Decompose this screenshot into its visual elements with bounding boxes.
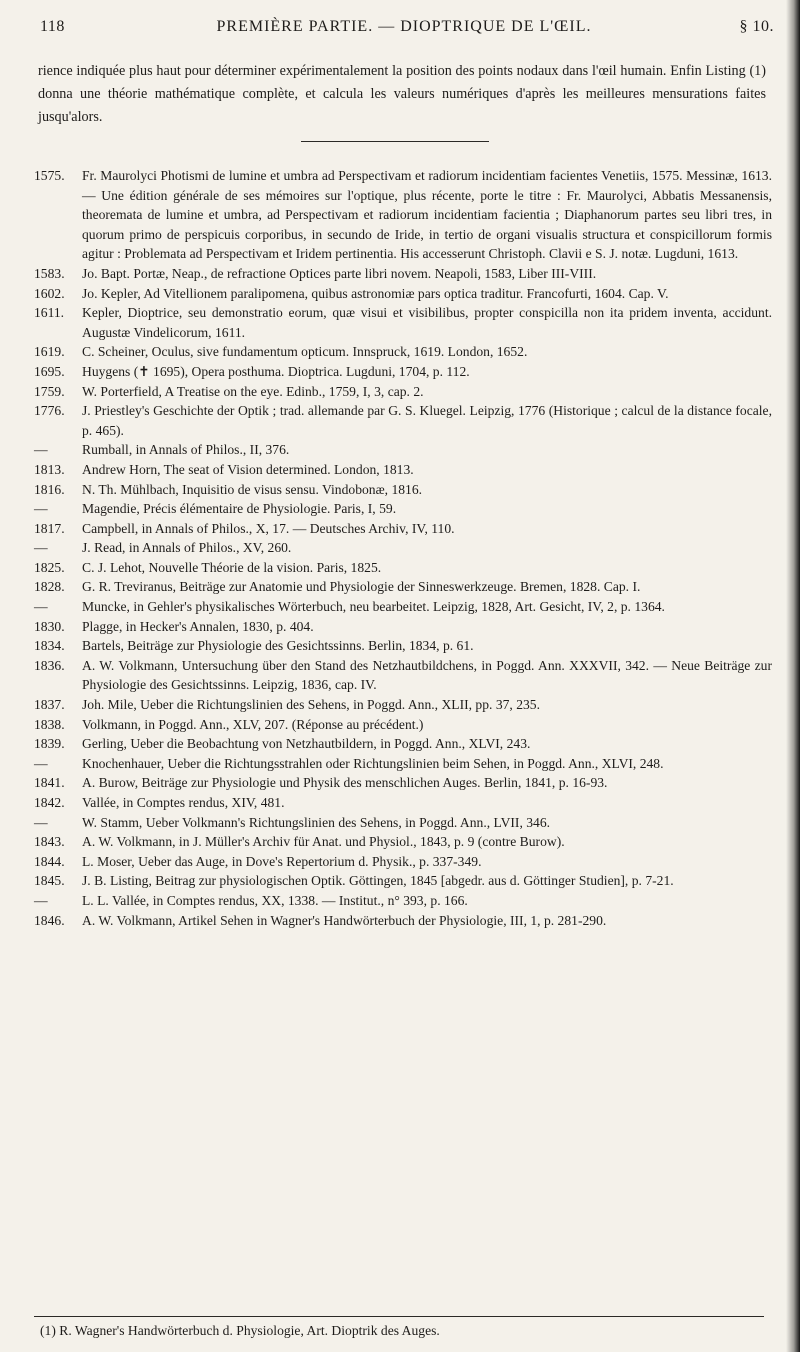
- entry-text: J. Read, in Annals of Philos., XV, 260.: [82, 540, 292, 556]
- entry-year: 1845.: [34, 873, 65, 889]
- bibliography-entry: [34, 499, 772, 519]
- entry-text: W. Porterfield, A Treatise on the eye. Edinb., 1759, I, 3, cap. 2.: [82, 383, 424, 399]
- entry-year: 1611.: [34, 305, 65, 321]
- entry-text: J. B. Listing, Beitrag zur physiologischen Optik. Göttingen, 1845 [abgedr. aus d. Göttinger Studien], p. 7-21.: [82, 873, 674, 889]
- entry-text: A. W. Volkmann, Untersuchung über den Stand des Netzhautbildchens, in Poggd. Ann. XXXVII, 342. — Neue Beiträge zur Physiologie des Gesichtssinns. Leipzig, 1836, cap. IV.: [82, 657, 772, 693]
- entry-text: Huygens (✝ 1695), Opera posthuma. Dioptrica. Lugduni, 1704, p. 112.: [82, 363, 470, 379]
- bibliography-entry: [34, 773, 772, 793]
- entry-year: 1828.: [34, 579, 65, 595]
- entry-year: 1817.: [34, 520, 65, 536]
- entry-text: C. Scheiner, Oculus, sive fundamentum opticum. Innspruck, 1619. London, 1652.: [82, 344, 528, 360]
- bibliography-entry: [34, 342, 772, 362]
- bibliography-entry: [34, 460, 772, 480]
- entry-text: W. Stamm, Ueber Volkmann's Richtungslinien des Sehens, in Poggd. Ann., LVII, 346.: [82, 814, 551, 830]
- entry-year: 1575.: [34, 168, 65, 183]
- entry-text: Knochenhauer, Ueber die Richtungsstrahlen oder Richtungslinien beim Sehen, in Poggd. Ann., XLVI, 248.: [82, 755, 664, 771]
- page-edge-shadow: [786, 0, 800, 1352]
- entry-year: 1834.: [34, 638, 65, 654]
- bibliography-entry: [34, 382, 772, 402]
- entry-year: 1843.: [34, 834, 65, 850]
- separator-rule: [301, 141, 489, 142]
- entry-year: —: [34, 892, 48, 908]
- bibliography-entry: [34, 754, 772, 774]
- bibliography-entry: [34, 695, 772, 715]
- bibliography-entry: [34, 891, 772, 911]
- entry-text: Kepler, Dioptrice, seu demonstratio eorum, quæ visui et visibilibus, propter conspicilla non ita pridem inventa, accidunt. Augustæ Vindelicorum, 1611.: [82, 305, 772, 340]
- bibliography-entry: [34, 617, 772, 637]
- bibliography-entry: [34, 852, 772, 872]
- bibliography-entry: [34, 734, 772, 754]
- entry-year: 1842.: [34, 795, 65, 810]
- entry-year: 1776.: [34, 403, 65, 419]
- entry-text: N. Th. Mühlbach, Inquisitio de visus sensu. Vindobonæ, 1816.: [82, 481, 423, 497]
- entry-text: A. W. Volkmann, in J. Müller's Archiv für Anat. und Physiol., 1843, p. 9 (contre Burow).: [82, 834, 565, 850]
- entry-year: 1839.: [34, 736, 65, 752]
- entry-text: Rumball, in Annals of Philos., II, 376.: [82, 442, 290, 458]
- entry-year: —: [34, 442, 48, 458]
- entry-year: —: [34, 599, 48, 615]
- entry-text: J. Priestley's Geschichte der Optik ; trad. allemande par G. S. Kluegel. Leipzig, 1776 (Historique ; calcul de la distance focale, p. 465).: [82, 403, 772, 438]
- entry-text: A. Burow, Beiträge zur Physiologie und Physik des menschlichen Auges. Berlin, 1841, p. 16-93.: [82, 775, 608, 791]
- footnote-rule: [34, 1316, 764, 1317]
- entry-text: G. R. Treviranus, Beiträge zur Anatomie und Physiologie der Sinneswerkzeuge. Bremen, 1828. Cap. I.: [82, 579, 641, 595]
- entry-year: 1816.: [34, 481, 65, 497]
- entry-year: 1846.: [34, 912, 65, 928]
- entry-year: 1813.: [34, 461, 65, 477]
- entry-year: —: [34, 501, 48, 517]
- bibliography-entry: [34, 264, 772, 284]
- bibliography-entry: [34, 440, 772, 460]
- bibliography-entry: [34, 911, 772, 931]
- entry-year: 1838.: [34, 716, 65, 732]
- bibliography-entry: [34, 813, 772, 833]
- bibliography-entry: [34, 871, 772, 891]
- entry-year: 1695.: [34, 363, 65, 379]
- running-title: PREMIÈRE PARTIE. — DIOPTRIQUE DE L'ŒIL.: [216, 18, 592, 35]
- entry-text: Bartels, Beiträge zur Physiologie des Gesichtssinns. Berlin, 1834, p. 61.: [82, 638, 474, 654]
- entry-year: 1841.: [34, 775, 65, 791]
- entry-text: Plagge, in Hecker's Annalen, 1830, p. 404.: [82, 618, 314, 634]
- entry-year: 1602.: [34, 285, 65, 301]
- bibliography-entry: [34, 558, 772, 578]
- bibliography-entry: [34, 636, 772, 656]
- bibliography-entry: [34, 362, 772, 382]
- intro-paragraph: [38, 60, 766, 129]
- bibliography-entry: [34, 480, 772, 500]
- page-number: 118: [40, 18, 65, 35]
- entry-text: Campbell, in Annals of Philos., X, 17. — Deutsches Archiv, IV, 110.: [82, 520, 455, 536]
- entry-year: 1759.: [34, 383, 65, 399]
- bibliography-entry: [34, 519, 772, 539]
- entry-year: 1837.: [34, 697, 65, 713]
- entry-text: Jo. Kepler, Ad Vitellionem paralipomena, quibus astronomiæ pars optica traditur. Francofurti, 1604. Cap. V.: [82, 285, 669, 301]
- intro-text: rience indiquée plus haut pour déterminer expérimentalement la position des points nodaux dans l'œil humain. Enfin Listing (1) donna une théorie mathématique complète, et calcula les valeurs numériques d'après les meilleures mensurations faites jusqu'alors.: [38, 63, 766, 125]
- entry-text: Muncke, in Gehler's physikalisches Wörterbuch, neu bearbeitet. Leipzig, 1828, Art. Gesicht, IV, 2, p. 1364.: [82, 599, 665, 615]
- bibliography-entry: [34, 793, 772, 813]
- entry-text: A. W. Volkmann, Artikel Sehen in Wagner's Handwörterbuch der Physiologie, III, 1, p. 281-290.: [82, 912, 607, 928]
- entry-text: Andrew Horn, The seat of Vision determined. London, 1813.: [82, 461, 414, 477]
- entry-year: —: [34, 814, 48, 830]
- entry-year: —: [34, 755, 48, 771]
- entry-text: Gerling, Ueber die Beobachtung von Netzhautbildern, in Poggd. Ann., XLVI, 243.: [82, 736, 531, 752]
- bibliography-entry: [34, 577, 772, 597]
- entry-year: 1844.: [34, 853, 65, 869]
- section-number: § 10.: [739, 18, 774, 35]
- bibliography-entry: [34, 284, 772, 304]
- bibliography-entry: [34, 303, 772, 342]
- entry-text: Joh. Mile, Ueber die Richtungslinien des Sehens, in Poggd. Ann., XLII, pp. 37, 235.: [82, 697, 540, 713]
- bibliography-entry: [34, 832, 772, 852]
- entry-year: 1830.: [34, 618, 65, 634]
- entry-text: L. Moser, Ueber das Auge, in Dove's Repertorium d. Physik., p. 337-349.: [82, 853, 482, 869]
- bibliography-entry: [34, 401, 772, 440]
- entry-text: Volkmann, in Poggd. Ann., XLV, 207. (Réponse au précédent.): [82, 716, 424, 732]
- bibliography-entry: [34, 597, 772, 617]
- entry-text: Jo. Bapt. Portæ, Neap., de refractione Optices parte libri novem. Neapoli, 1583, Liber III-VIII.: [82, 265, 597, 281]
- bibliography-entry: [34, 656, 772, 695]
- entry-text: Magendie, Précis élémentaire de Physiologie. Paris, I, 59.: [82, 501, 397, 517]
- bibliography-entry: [34, 166, 772, 264]
- entry-year: 1836.: [34, 657, 65, 673]
- footnote: (1) R. Wagner's Handwörterbuch d. Physiologie, Art. Dioptrik des Auges.: [40, 1323, 440, 1338]
- bibliography-list: [34, 166, 772, 930]
- entry-year: 1825.: [34, 559, 65, 575]
- entry-text: Fr. Maurolyci Photismi de lumine et umbra ad Perspectivam et radiorum incidentiam facientes Venetiis, 1575. Messinæ, 1613. — Une édition générale de ses mémoires sur l'optique, plus récente, porte le titre : Fr. Maurolyci, Abbatis Messanensis, theoremata de lumine et umbra, ad Perspectivam et radiorum incidentiam facientia ; Diaphanorum partes seu libri tres, in quorum primo de perspicuis corporibus, in secundo de Iride, in tertio de organi visualis structura et conspicillorum formis agitur : Problemata ad Perspectivam et Iridem pertinentia. His accesserunt Christoph. Clavii e S. J. notæ. Lugduni, 1613.: [82, 168, 772, 262]
- bibliography-entry: [34, 538, 772, 558]
- entry-year: —: [34, 540, 48, 556]
- entry-year: 1619.: [34, 344, 65, 360]
- entry-year: 1583.: [34, 265, 65, 281]
- bibliography-entry: [34, 715, 772, 735]
- entry-text: Vallée, in Comptes rendus, XIV, 481.: [82, 795, 285, 810]
- entry-text: C. J. Lehot, Nouvelle Théorie de la vision. Paris, 1825.: [82, 559, 382, 575]
- running-header: [34, 14, 774, 44]
- entry-text: L. L. Vallée, in Comptes rendus, XX, 1338. — Institut., n° 393, p. 166.: [82, 892, 468, 908]
